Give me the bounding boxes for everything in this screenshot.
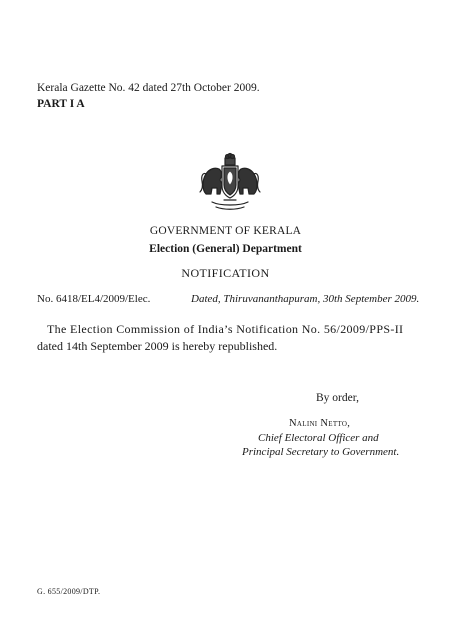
- department-title: Election (General) Department: [149, 243, 302, 255]
- print-code: G. 655/2009/DTP.: [37, 587, 101, 596]
- gazette-reference: Kerala Gazette No. 42 dated 27th October 2009.: [37, 82, 260, 94]
- kerala-state-emblem-icon: [198, 150, 262, 216]
- government-title: GOVERNMENT OF KERALA: [149, 225, 302, 237]
- officer-name: Nalini Netto,: [289, 418, 351, 429]
- notification-heading: NOTIFICATION: [181, 266, 270, 280]
- body-line-2: dated 14th September 2009 is hereby republished.: [37, 339, 278, 353]
- notification-body: [37, 321, 417, 355]
- body-line-1: The Election Commission of India’s Notification No. 56/2009/PPS-II: [47, 322, 404, 336]
- officer-designation-line-1: Chief Electoral Officer and: [258, 432, 379, 444]
- gazette-part: PART I A: [37, 98, 85, 110]
- officer-designation-line-2: Principal Secretary to Government.: [242, 446, 400, 458]
- order-number: No. 6418/EL4/2009/Elec.: [37, 293, 151, 305]
- order-date: Dated, Thiruvananthapuram, 30th September 2009.: [191, 293, 420, 305]
- by-order-label: By order,: [316, 392, 359, 404]
